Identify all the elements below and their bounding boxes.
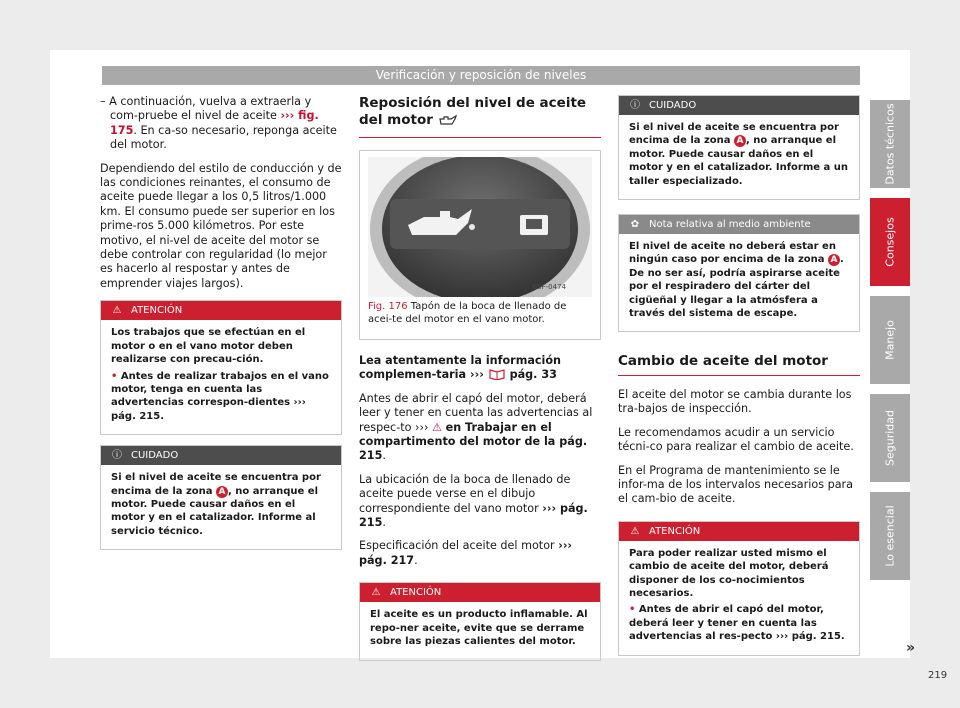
warning-header: ⚠ ATENCIÓN <box>101 301 341 320</box>
column-right <box>618 95 860 666</box>
section-link[interactable]: en Trabajar en el compartimento del motor de la pág. 215 <box>359 420 588 463</box>
page-link[interactable]: pág. 33 <box>509 368 557 382</box>
warning-triangle-icon: ⚠ <box>112 305 122 317</box>
warning-triangle-icon: ⚠ <box>432 420 443 434</box>
environment-note-box: ✿ Nota relativa al medio ambiente El nivel de aceite no deberá estar en ningún caso por encima de la zona A . De no ser así, podría aspirarse aceite por el respiradero del cárter del cigüeñal y llegar a la atmósfera a través del sistema de escape. <box>618 214 860 332</box>
bullet-icon: • <box>629 604 636 616</box>
page-link[interactable]: ››› pág. 217 <box>359 539 573 567</box>
figure-caption: Fig. 176 Tapón de la boca de llenado de acei-te del motor en el vano motor. <box>368 301 567 325</box>
body-paragraph: La ubicación de la boca de llenado de aceite puede verse en el dibujo correspondiente del vano motor ››› pág. 215. <box>359 472 588 530</box>
body-paragraph: Dependiendo del estilo de conducción y de las condiciones reinantes, el consumo de aceite puede llegar a los 0,5 litros/1.000 km. El consumo puede ser superior en los prime-ros 5.000 kilómetros. Por este motivo, el ni-vel de aceite del motor se debe controlar con regularidad (lo mejor es hacerlo al respostar y antes de emprender viajes largos). <box>100 161 342 290</box>
warning-header: ⚠ ATENCIÓN <box>619 522 859 541</box>
tab-lo-esencial[interactable]: Lo esencial <box>870 492 910 580</box>
body-paragraph: Especificación del aceite del motor ››› pág. 217. <box>359 539 573 567</box>
section-heading: Cambio de aceite del motor <box>618 354 860 375</box>
tab-consejos[interactable]: Consejos <box>870 198 910 286</box>
warning-triangle-icon: ⚠ <box>371 587 381 599</box>
body-paragraph: En el Programa de mantenimiento se le infor-ma de los intervalos necesarios para el cam-bio de aceite. <box>618 463 854 506</box>
page-link[interactable]: ››› pág. 215 <box>775 631 841 643</box>
warning-header: ⚠ ATENCIÓN <box>360 583 600 602</box>
caution-header: ⓘ CUIDADO <box>101 446 341 465</box>
warning-box: ⚠ ATENCIÓN Los trabajos que se efectúan en el motor o en el vano motor deben realizarse con precau-ción. • Antes de realizar trabajos en el vano motor, tenga en cuenta las advertencias correspon-dientes ››› pág. 215. <box>100 300 342 435</box>
warning-triangle-icon: ⚠ <box>630 525 640 537</box>
caution-box: ⓘ CUIDADO Si el nivel de aceite se encuentra por encima de la zona A , no arranque el motor. Puede causar daños en el motor y en el catalizador. Informe al servicio técnico. <box>100 445 342 550</box>
manual-page <box>50 50 948 681</box>
warning-box: ⚠ ATENCIÓN Para poder realizar usted mismo el cambio de aceite del motor, deberá disponer de los co-nocimientos necesarios. • Antes de abrir el capó del motor, deberá leer y tener en cuenta las advertencias al res-pecto ››› pág. 215. <box>618 521 860 656</box>
tab-datos-tecnicos[interactable]: Datos técnicos <box>870 100 910 188</box>
environment-note-header: ✿ Nota relativa al medio ambiente <box>619 215 859 234</box>
tab-manejo[interactable]: Manejo <box>870 296 910 384</box>
section-header: Verificación y reposición de niveles <box>102 66 860 85</box>
caution-header: ⓘ CUIDADO <box>619 96 859 115</box>
figure-176 <box>359 150 601 340</box>
info-circle-icon: ⓘ <box>112 450 122 462</box>
page-number: 219 <box>928 670 948 681</box>
tab-seguridad[interactable]: Seguridad <box>870 394 910 482</box>
leaf-icon: ✿ <box>630 219 640 231</box>
oil-cap-image <box>368 157 592 297</box>
zone-marker: A <box>828 254 840 266</box>
zone-marker: A <box>734 135 746 147</box>
continue-marker: » <box>906 640 916 656</box>
warning-box: ⚠ ATENCIÓN El aceite es un producto inflamable. Al repo-ner aceite, evite que se derrame sobre las piezas calientes del motor. <box>359 582 601 660</box>
column-left <box>100 95 342 560</box>
body-paragraph: El aceite del motor se cambia durante los tra-bajos de inspección. <box>618 387 852 416</box>
section-heading: Reposición del nivel de aceite del motor <box>359 95 601 138</box>
book-icon <box>488 368 506 380</box>
step-item: – A continuación, vuelva a extraerla y com-pruebe el nivel de aceite ››› fig. 175. En ca-so necesario, reponga aceite del motor. <box>100 95 337 152</box>
figure-link[interactable]: ››› fig. 175 <box>110 109 319 137</box>
caution-box: ⓘ CUIDADO Si el nivel de aceite se encuentra por encima de la zona A , no arranque el motor. Puede causar daños en el motor y en el catalizador. Informe a un taller especializado. <box>618 95 860 200</box>
bullet-icon: • <box>111 370 118 382</box>
lead-paragraph: Lea atentamente la información complemen-taria ››› pág. 33 <box>359 354 562 382</box>
body-paragraph: Antes de abrir el capó del motor, deberá leer y tener en cuenta las advertencias al respec-to ››› ⚠ en Trabajar en el compartimento del motor de la pág. 215. <box>359 391 593 463</box>
figure-code: B5F-0474 <box>532 283 566 291</box>
body-paragraph: Le recomendamos acudir a un servicio técni-co para realizar el cambio de aceite. <box>618 425 854 454</box>
zone-marker: A <box>216 486 228 498</box>
column-middle <box>359 95 601 671</box>
info-circle-icon: ⓘ <box>630 100 640 111</box>
oil-can-icon <box>438 114 458 126</box>
page-link[interactable]: ››› pág. 215 <box>111 397 306 422</box>
page-link[interactable]: ››› pág. 215 <box>359 501 588 530</box>
